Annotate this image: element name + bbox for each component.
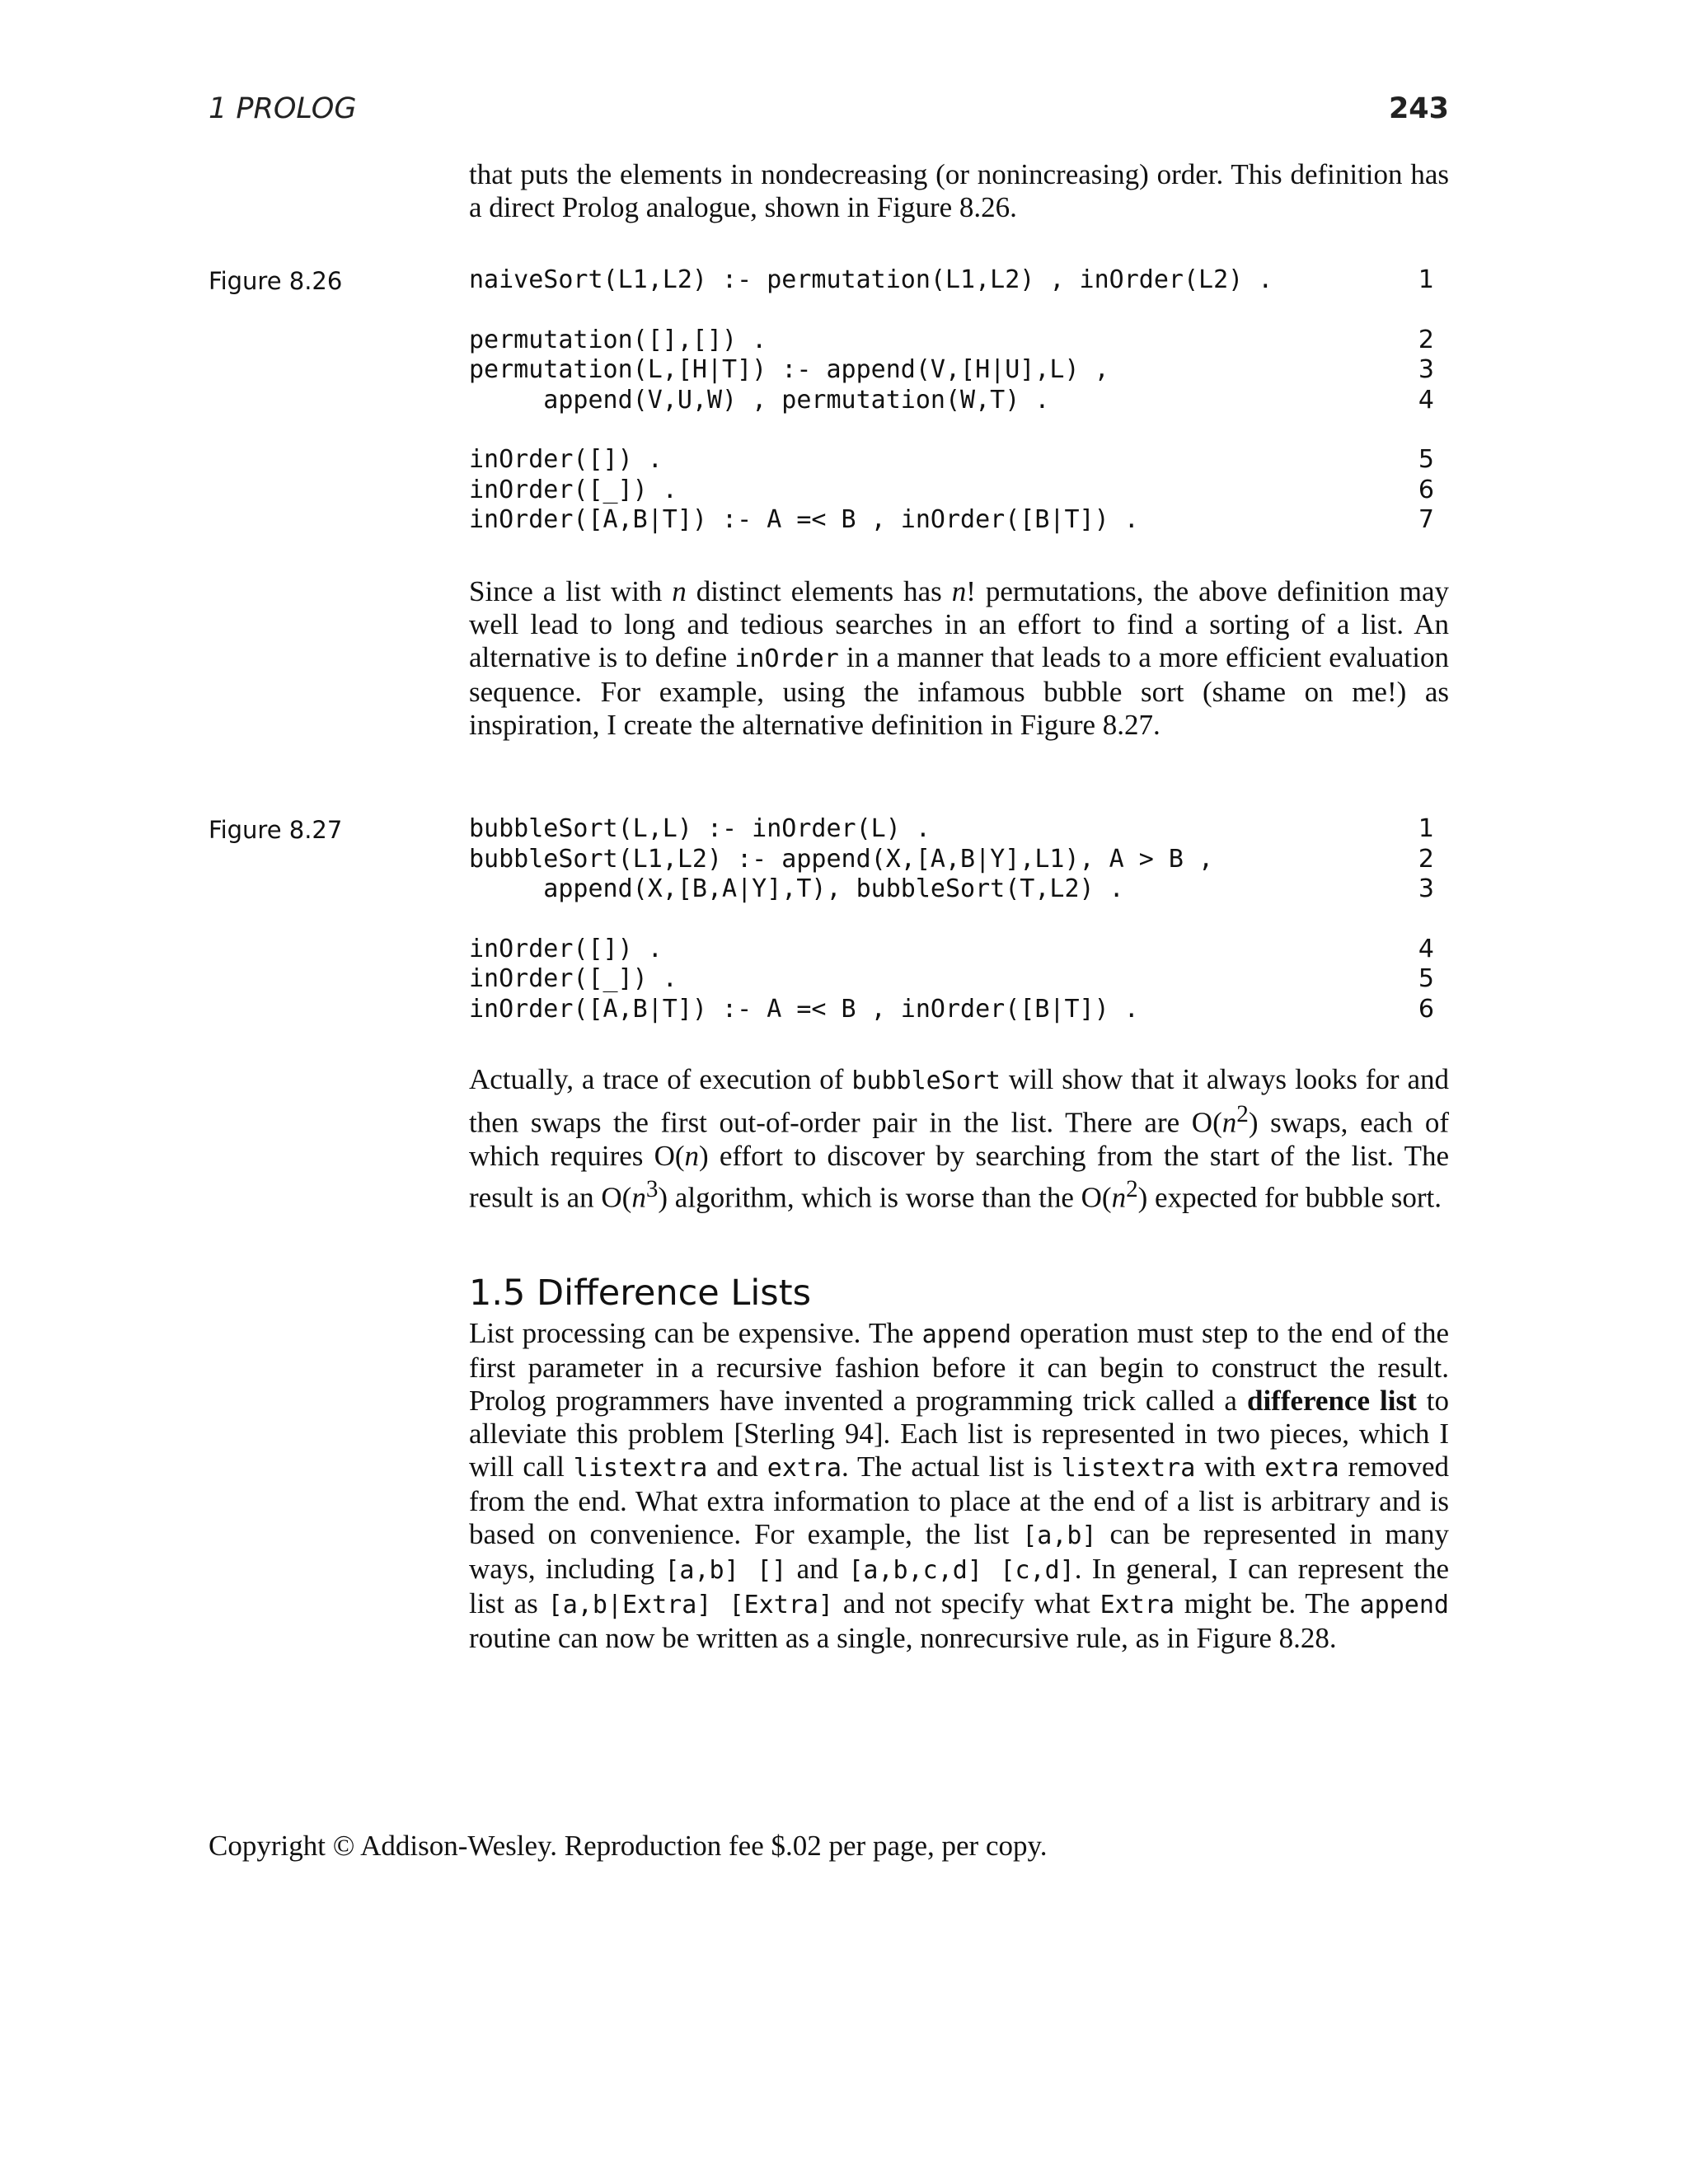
- inline-code: [a,b]: [1022, 1521, 1097, 1550]
- code-line: [469, 845, 1449, 875]
- line-number: 3: [1418, 355, 1434, 384]
- copyright-footer: Copyright © Addison-Wesley. Reproduction fee $.02 per page, per copy.: [209, 1830, 1048, 1862]
- code-text: bubbleSort(L1,L2) :- append(X,[A,B|Y],L1), A > B ,: [469, 844, 1214, 874]
- paragraph-permutations: Since a list with n distinct elements has n! permutations, the above definition may well lead to long and tedious searches in an effort to find a sorting of a list. An alternative is to define inOrder in a manner that leads to a more efficient evaluation sequence. For example, using the infamous bubble sort (shame on me!) as inspiration, I create the alternative definition in Figure 8.27.: [469, 575, 1449, 741]
- inline-code: listextra: [1061, 1454, 1196, 1483]
- inline-code: append: [921, 1320, 1012, 1349]
- inline-code: append: [1359, 1591, 1449, 1619]
- line-number: 1: [1418, 265, 1434, 294]
- code-line: [469, 476, 1449, 506]
- line-number: 7: [1418, 505, 1434, 534]
- line-number: 4: [1418, 385, 1434, 415]
- line-number: 2: [1418, 325, 1434, 354]
- code-line: [469, 445, 1449, 476]
- code-text: inOrder([]) .: [469, 445, 663, 474]
- inline-code: extra: [767, 1454, 842, 1483]
- code-text: inOrder([_]) .: [469, 964, 678, 993]
- code-line: [469, 964, 1449, 995]
- code-text: append(X,[B,A|Y],T), bubbleSort(T,L2) .: [469, 874, 1124, 903]
- line-number: 6: [1418, 475, 1434, 504]
- paragraph-bubble-trace: Actually, a trace of execution of bubbleSort will show that it always looks for and then swaps the first out-of-order pair in the list. There are $O(n^2)$ swaps, each of which requires O(n) effort to discover by searching from the start of the list. The result is an $O(n^3)$ algorithm, which is worse than the $O(n^2)$ expected for bubble sort.: [469, 1063, 1449, 1214]
- code-line: [469, 995, 1449, 1025]
- code-text: append(V,U,W) , permutation(W,T) .: [469, 385, 1050, 415]
- section-heading: 1.5 Difference Lists: [469, 1272, 811, 1314]
- code-group-gap: [469, 905, 1449, 935]
- code-group-gap: [469, 296, 1449, 326]
- code-text: naiveSort(L1,L2) :- permutation(L1,L2) , inOrder(L2) .: [469, 265, 1273, 294]
- figure-827-code: [469, 814, 1449, 1024]
- code-line: [469, 326, 1449, 356]
- inline-code: inOrder: [734, 644, 839, 673]
- code-text: inOrder([]) .: [469, 934, 663, 963]
- code-group-gap: [469, 415, 1449, 445]
- code-line: [469, 874, 1449, 905]
- chapter-title: 1 PROLOG: [209, 92, 357, 125]
- line-number: 2: [1418, 844, 1434, 874]
- code-text: permutation(L,[H|T]) :- append(V,[H|U],L) ,: [469, 355, 1109, 384]
- running-head: [209, 92, 1449, 134]
- line-number: 3: [1418, 874, 1434, 903]
- line-number: 1: [1418, 814, 1434, 843]
- code-line: [469, 935, 1449, 965]
- inline-code: Extra: [1100, 1591, 1175, 1619]
- code-line: [469, 386, 1449, 416]
- code-line: [469, 265, 1449, 296]
- inline-code: listextra: [573, 1454, 708, 1483]
- paragraph-intro: that puts the elements in nondecreasing (or nonincreasing) order. This definition has a direct Prolog analogue, shown in Figure 8.26.: [469, 158, 1449, 223]
- figure-826-label: Figure 8.26: [209, 267, 343, 295]
- code-text: bubbleSort(L,L) :- inOrder(L) .: [469, 814, 931, 843]
- code-text: inOrder([A,B|T]) :- A =< B , inOrder([B|T]) .: [469, 994, 1139, 1024]
- code-text: inOrder([A,B|T]) :- A =< B , inOrder([B|T]) .: [469, 505, 1139, 534]
- code-text: inOrder([_]) .: [469, 475, 678, 504]
- line-number: 6: [1418, 994, 1434, 1024]
- paragraph-difference-lists: List processing can be expensive. The append operation must step to the end of the first parameter in a recursive fashion before it can begin to construct the result. Prolog programmers have invented a programming trick called a difference list to alleviate this problem [Sterling 94]. Each list is represented in two pieces, which I will call listextra and extra. The actual list is listextra with extra removed from the end. What extra information to place at the end of a list is arbitrary and is based on convenience. For example, the list [a,b] can be represented in many ways, including [a,b] [] and [a,b,c,d] [c,d]. In general, I can represent the list as [a,b|Extra] [Extra] and not specify what Extra might be. The append routine can now be written as a single, nonrecursive rule, as in Figure 8.28.: [469, 1317, 1450, 1654]
- code-line: [469, 814, 1449, 845]
- figure-826-code: [469, 265, 1449, 536]
- inline-code: extra: [1264, 1454, 1339, 1483]
- inline-code: [a,b,c,d] [c,d]: [848, 1556, 1075, 1585]
- page-number: 243: [1388, 92, 1449, 125]
- line-number: 4: [1418, 934, 1434, 963]
- code-line: [469, 355, 1449, 386]
- code-text: permutation([],[]) .: [469, 325, 767, 354]
- line-number: 5: [1418, 445, 1434, 474]
- inline-code: [a,b|Extra] [Extra]: [547, 1591, 833, 1619]
- bold-term: difference list: [1246, 1385, 1417, 1417]
- inline-code: [a,b] []: [664, 1556, 787, 1585]
- figure-827-label: Figure 8.27: [209, 816, 343, 844]
- line-number: 5: [1418, 964, 1434, 993]
- code-line: [469, 505, 1449, 536]
- inline-code: bubbleSort: [851, 1066, 1001, 1095]
